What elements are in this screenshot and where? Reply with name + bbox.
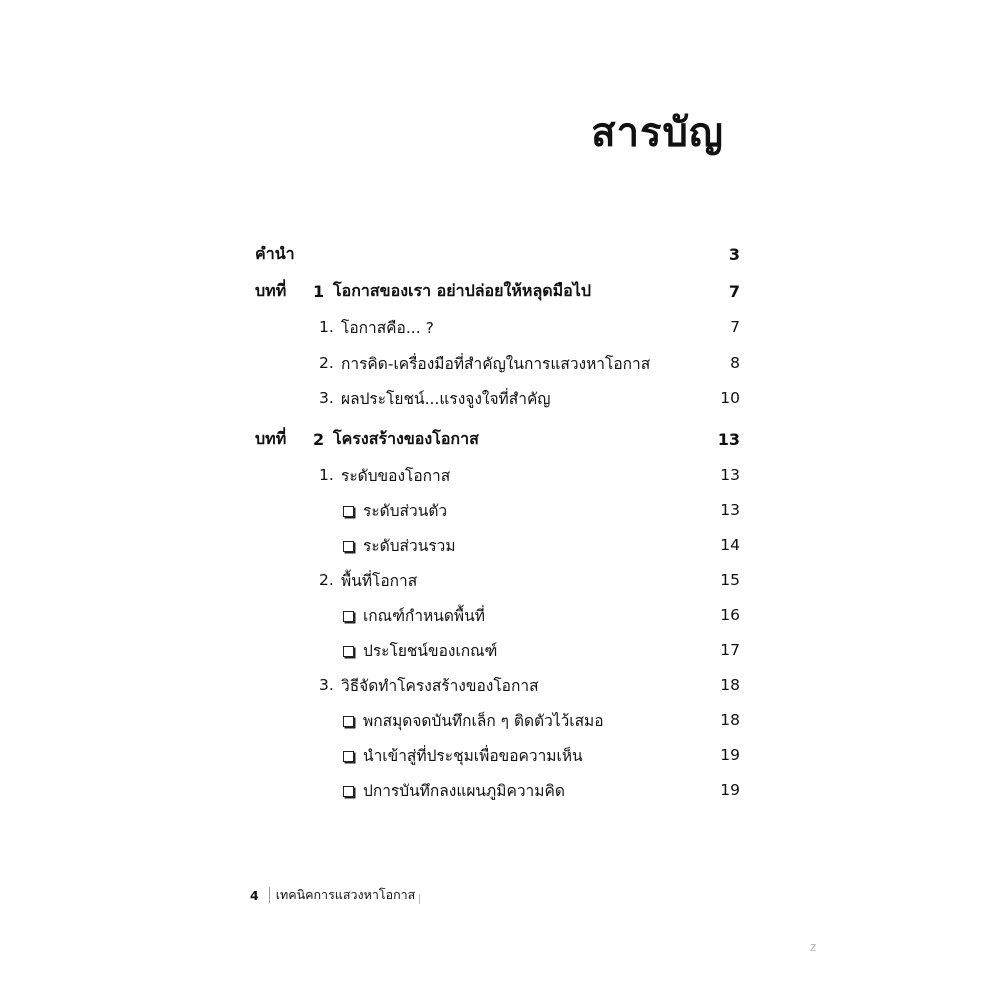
checkbox-bullet-icon — [343, 646, 354, 657]
chapter-prefix: บทที่ — [255, 280, 287, 300]
toc-row-subitem — [255, 702, 740, 738]
toc-row-section — [255, 345, 740, 381]
footer-page-number: 4 — [250, 887, 259, 903]
toc-entry-label: โอกาสของเรา อย่าปล่อยให้หลุดมือไป — [333, 280, 591, 300]
toc-entry-label: ระดับส่วนรวม — [363, 536, 456, 555]
chapter-number: 1 — [313, 281, 325, 301]
toc-row-subitem — [255, 597, 740, 633]
toc-row-subitem — [255, 527, 740, 563]
section-number: 3. — [319, 676, 334, 694]
toc-page-number: 19 — [720, 746, 740, 764]
toc-entry-label: ระดับส่วนตัว — [363, 501, 448, 520]
checkbox-bullet-icon — [343, 506, 354, 517]
toc-entry-label: เกณฑ์กำหนดพื้นที่ — [363, 606, 485, 625]
toc-page-number: 13 — [720, 501, 740, 519]
checkbox-bullet-icon — [343, 716, 354, 727]
toc-entry-label: ปการบันทึกลงแผนภูมิความคิด — [363, 781, 565, 800]
toc-entry-label: พื้นที่โอกาส — [341, 571, 418, 590]
footer-end-mark — [419, 894, 420, 904]
toc-row-chapter-1 — [255, 273, 740, 309]
toc-page-number: 10 — [720, 389, 740, 407]
chapter-prefix: บทที่ — [255, 428, 287, 448]
toc-page-number: 13 — [720, 466, 740, 484]
toc-entry-label: ประโยชน์ของเกณฑ์ — [363, 641, 498, 660]
toc-entry-label: ระดับของโอกาส — [341, 466, 451, 485]
page-footer — [250, 885, 420, 905]
toc-page-number: 7 — [730, 318, 740, 336]
toc-row-subitem — [255, 737, 740, 773]
toc-page-number: 18 — [720, 676, 740, 694]
toc-page-number: 7 — [728, 281, 740, 301]
toc-entry-label: โอกาสคือ... ? — [341, 318, 434, 337]
toc-row-section — [255, 380, 740, 416]
footer-book-title: เทคนิคการแสวงหาโอกาส — [275, 887, 416, 902]
section-number: 2. — [319, 354, 334, 372]
toc-page-number: 13 — [717, 429, 740, 449]
toc-row-section — [255, 309, 740, 345]
section-number: 2. — [319, 571, 334, 589]
footer-divider — [269, 887, 270, 903]
scan-mark: z — [810, 940, 817, 954]
toc-entry-label: โครงสร้างของโอกาส — [333, 428, 479, 448]
checkbox-bullet-icon — [343, 541, 354, 552]
toc-row-section — [255, 562, 740, 598]
toc-entry-label: วิธีจัดทำโครงสร้างของโอกาส — [341, 676, 539, 695]
toc-entry-label: ผลประโยชน์...แรงจูงใจที่สำคัญ — [341, 389, 551, 408]
toc-row-section — [255, 667, 740, 703]
toc-page-number: 14 — [720, 536, 740, 554]
toc-row-chapter-2 — [255, 421, 740, 457]
toc-entry-label: นำเข้าสู่ที่ประชุมเพื่อขอความเห็น — [363, 746, 583, 765]
toc-page-number: 17 — [720, 641, 740, 659]
toc-page-number: 16 — [720, 606, 740, 624]
toc-page-number: 15 — [720, 571, 740, 589]
toc-entry-label: การคิด-เครื่องมือที่สำคัญในการแสวงหาโอกาส — [341, 354, 651, 373]
page-title: สารบัญ — [591, 110, 724, 156]
toc-page-number: 3 — [728, 244, 740, 264]
section-number: 1. — [319, 466, 334, 484]
toc-row-subitem — [255, 772, 740, 808]
section-number: 1. — [319, 318, 334, 336]
toc-entry-label: คำนำ — [255, 243, 295, 263]
toc-page-number: 19 — [720, 781, 740, 799]
toc-row-subitem — [255, 632, 740, 668]
section-number: 3. — [319, 389, 334, 407]
checkbox-bullet-icon — [343, 751, 354, 762]
checkbox-bullet-icon — [343, 611, 354, 622]
checkbox-bullet-icon — [343, 786, 354, 797]
toc-row-section — [255, 457, 740, 493]
toc-entry-label: พกสมุดจดบันทึกเล็ก ๆ ติดตัวไว้เสมอ — [363, 711, 604, 730]
toc-row-subitem — [255, 492, 740, 528]
toc-page-number: 8 — [730, 354, 740, 372]
toc-row-preface — [255, 236, 740, 272]
toc-page-number: 18 — [720, 711, 740, 729]
chapter-number: 2 — [313, 429, 325, 449]
